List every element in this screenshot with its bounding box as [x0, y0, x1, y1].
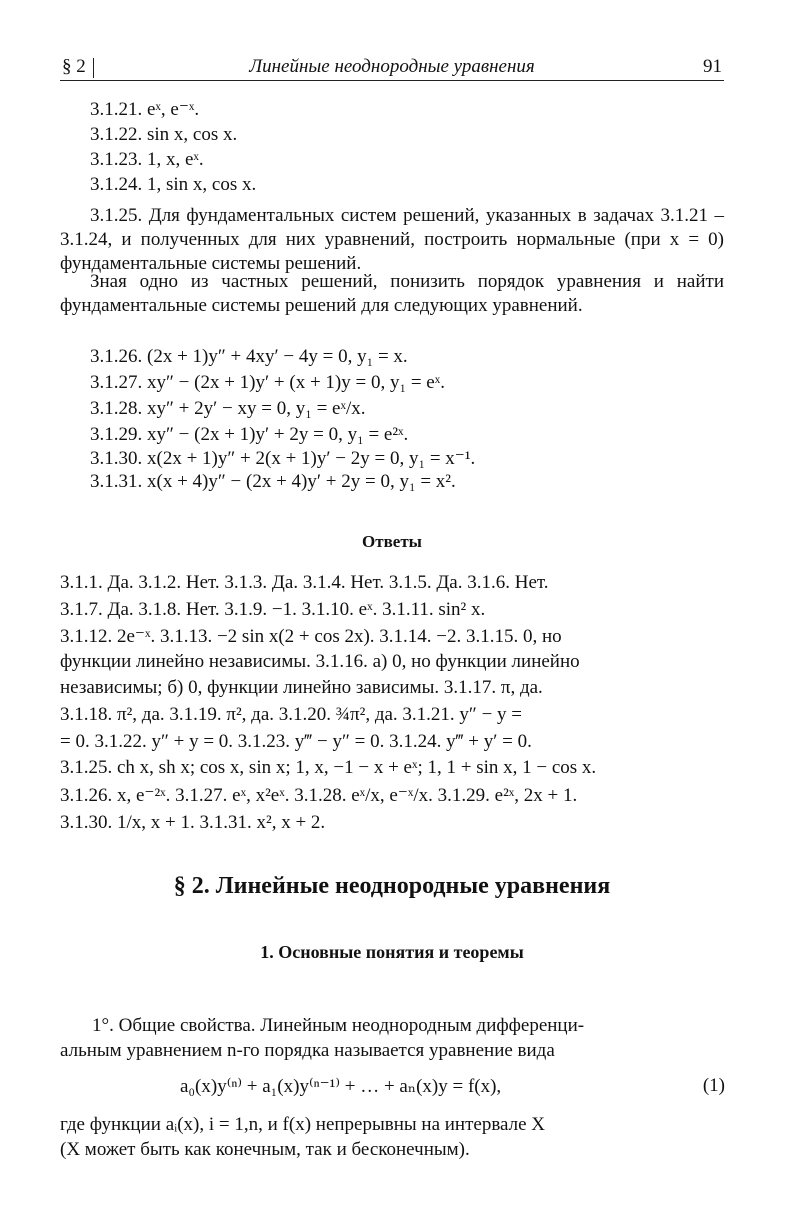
subsection-title: 1. Основные понятия и теоремы: [260, 942, 524, 962]
answers-line-10: 3.1.30. 1/x, x + 1. 3.1.31. x², x + 2.: [60, 812, 326, 833]
answers-heading: Ответы: [362, 532, 422, 551]
problem-3-1-22: 3.1.22. sin x, cos x.: [90, 124, 238, 145]
answers-line-5: независимы; б) 0, функции линейно зависимы. 3.1.17. π, да.: [60, 677, 543, 698]
where-line-1: где функции aᵢ(x), i = 1,n, и f(x) непрерывны на интервале X: [60, 1114, 546, 1135]
answers-line-9: 3.1.26. x, e⁻²ˣ. 3.1.27. eˣ, x²eˣ. 3.1.28. eˣ/x, e⁻ˣ/x. 3.1.29. e²ˣ, 2x + 1.: [60, 785, 578, 806]
problem-3-1-25: 3.1.25. Для фундаментальных систем решений, указанных в задачах 3.1.21 – 3.1.24, и полученных для них уравнений, построить нормальные (при x = 0) фундаментальные системы решений.: [60, 205, 724, 274]
problem-3-1-28: 3.1.28. xy″ + 2y′ − xy = 0, y₁ = eˣ/x.: [90, 398, 366, 419]
answers-line-3: 3.1.12. 2e⁻ˣ. 3.1.13. −2 sin x(2 + cos 2x). 3.1.14. −2. 3.1.15. 0, но: [60, 626, 562, 647]
problem-3-1-29: 3.1.29. xy″ − (2x + 1)y′ + 2y = 0, y₁ = e²ˣ.: [90, 424, 409, 445]
intro-paragraph: Зная одно из частных решений, понизить порядок уравнения и найти фундаментальные системы решений для следующих уравнений.: [60, 271, 724, 316]
equation-1: a₀(x)y⁽ⁿ⁾ + a₁(x)y⁽ⁿ⁻¹⁾ + … + aₙ(x)y = f(x),: [180, 1076, 502, 1097]
problem-3-1-26: 3.1.26. (2x + 1)y″ + 4xy′ − 4y = 0, y₁ = x.: [90, 346, 408, 367]
answers-line-2: 3.1.7. Да. 3.1.8. Нет. 3.1.9. −1. 3.1.10. eˣ. 3.1.11. sin² x.: [60, 599, 486, 620]
general-properties-line-2: альным уравнением n-го порядка называется уравнение вида: [60, 1040, 555, 1061]
answers-line-8: 3.1.25. ch x, sh x; cos x, sin x; 1, x, −1 − x + eˣ; 1, 1 + sin x, 1 − cos x.: [60, 757, 597, 778]
answers-line-4: функции линейно независимы. 3.1.16. а) 0, но функции линейно: [60, 651, 580, 672]
page-number: 91: [703, 56, 722, 77]
answers-line-7: = 0. 3.1.22. y″ + y = 0. 3.1.23. y‴ − y″ = 0. 3.1.24. y‴ + y′ = 0.: [60, 731, 532, 752]
problem-3-1-21: 3.1.21. eˣ, e⁻ˣ.: [90, 99, 200, 120]
section-title: § 2. Линейные неоднородные уравнения: [173, 873, 611, 899]
general-properties-line-1: 1°. Общие свойства. Линейным неоднородным дифференци-: [92, 1015, 585, 1036]
answers-line-1: 3.1.1. Да. 3.1.2. Нет. 3.1.3. Да. 3.1.4. Нет. 3.1.5. Да. 3.1.6. Нет.: [60, 572, 549, 593]
running-header: [60, 56, 724, 81]
problem-3-1-24: 3.1.24. 1, sin x, cos x.: [90, 174, 257, 195]
problem-3-1-23: 3.1.23. 1, x, eˣ.: [90, 149, 204, 170]
problem-3-1-30: 3.1.30. x(2x + 1)y″ + 2(x + 1)y′ − 2y = 0, y₁ = x⁻¹.: [90, 448, 476, 469]
problem-3-1-27: 3.1.27. xy″ − (2x + 1)y′ + (x + 1)y = 0, y₁ = eˣ.: [90, 372, 445, 393]
where-line-2: (X может быть как конечным, так и бесконечным).: [60, 1139, 470, 1160]
problem-3-1-31: 3.1.31. x(x + 4)y″ − (2x + 4)y′ + 2y = 0, y₁ = x².: [90, 471, 456, 492]
header-section: § 2: [62, 56, 86, 77]
equation-number: (1): [702, 1075, 725, 1096]
answers-line-6: 3.1.18. π², да. 3.1.19. π², да. 3.1.20. ¾π², да. 3.1.21. y″ − y =: [60, 704, 523, 725]
header-title: Линейные неоднородные уравнения: [249, 56, 535, 77]
